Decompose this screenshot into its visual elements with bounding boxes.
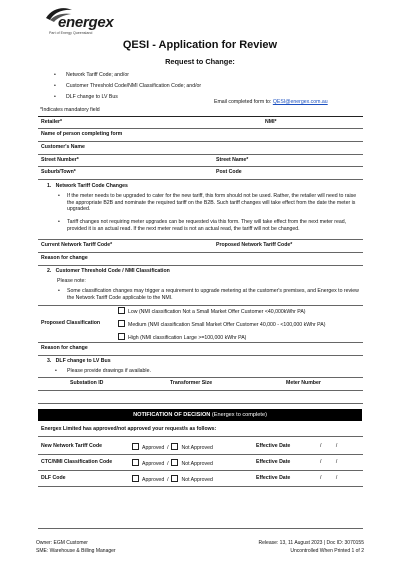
brand-name: energex [58, 14, 114, 31]
suburb-label: Suburb/Town* [41, 169, 76, 175]
footer-release: Release: 13, 11 August 2023 | Doc ID: 3070155 [258, 540, 364, 546]
footer-sme: SME: Warehouse & Billing Manager [36, 548, 116, 554]
section1-heading: 1. Network Tariff Code Changes [47, 183, 128, 189]
tariff-not-approved-checkbox[interactable] [171, 443, 178, 450]
street-name-label: Street Name* [216, 157, 249, 163]
medium-option-label: Medium (NMI classification Small Market Offer Customer 40,000 - <100,000 kWhr PA) [128, 322, 326, 328]
ctc-not-approved-checkbox[interactable] [171, 459, 178, 466]
dlf-approved-checkbox[interactable] [132, 475, 139, 482]
ctc-approved-checkbox[interactable] [132, 459, 139, 466]
col-meter-number: Meter Number [286, 380, 321, 386]
nmi-label: NMI* [265, 119, 277, 125]
classification-option-low[interactable] [118, 307, 306, 315]
page-subtitle: Request to Change: [165, 57, 235, 66]
footer-printed: Uncontrolled When Printed 1 of 2 [290, 548, 364, 554]
decision-banner-note: (Energex to complete) [210, 412, 267, 418]
intro-item-threshold: • Customer Threshold Code/NMI Classification Code; and/or [66, 83, 201, 89]
dlf-effective-label: Effective Date [256, 475, 291, 481]
proposed-tariff-label: Proposed Network Tariff Code* [216, 242, 293, 248]
footer-owner: Owner: EGM Customer [36, 540, 88, 546]
current-tariff-label: Current Network Tariff Code* [41, 242, 113, 248]
decision-banner-title: NOTIFICATION OF DECISION [133, 412, 211, 418]
ctc-effective-label: Effective Date [256, 459, 291, 465]
classification-option-high[interactable] [118, 333, 246, 341]
customer-name-label: Customer's Name [41, 144, 85, 150]
decision-row-label-tariff: New Network Tariff Code [41, 443, 103, 449]
brand-tagline: Part of Energy Queensland [49, 31, 93, 35]
section1-para1: • If the meter needs to be upgraded to cater for the new tariff, this form should not be used. Rather, the retailer will need to raise the appropriate B2B and nominate the required tariff on the B2B. Such tariff changes will take effect from the date the meter is upgraded. [67, 193, 359, 213]
low-checkbox[interactable] [118, 307, 125, 314]
low-option-label: Low (NMI classification Not a Small Market Offer Customer <40,000kWhr PA) [128, 309, 306, 315]
decision-row-label-ctc: CTC/NMI Classification Code [41, 459, 113, 465]
intro-item-dlf: • DLF change to LV Bus [66, 94, 118, 100]
section1-para2: • Tariff changes not requiring meter upgrades can be requested via this form. They will take effect from the next meter read, provided it is an actual read. If the next meter read is not an actual read, the tariff will not be changed. [67, 219, 359, 232]
decision-dlf-choice: Approved / Not Approved [132, 475, 213, 483]
section3-bullet: • Please provide drawings if available. [67, 368, 151, 374]
email-label: Email completed form to: [214, 99, 272, 105]
decision-statement: Energex Limited has approved/not approved your request/s as follows: [41, 426, 217, 432]
tariff-approved-checkbox[interactable] [132, 443, 139, 450]
dlf-effective-date[interactable]: / / [320, 475, 338, 481]
decision-banner [38, 409, 362, 421]
tariff-effective-date[interactable]: / / [320, 443, 338, 449]
page-title: QESI - Application for Review [122, 39, 278, 51]
section2-heading: 2. Customer Threshold Code / NMI Classification [47, 268, 170, 274]
col-substation-id: Substation ID [70, 380, 104, 386]
col-transformer-size: Transformer Size [170, 380, 213, 386]
dlf-not-approved-checkbox[interactable] [171, 475, 178, 482]
high-option-label: High (NMI classification Large >=100,000 kWhr PA) [128, 335, 247, 341]
tariff-effective-label: Effective Date [256, 443, 291, 449]
street-number-label: Street Number* [41, 157, 79, 163]
energex-logo [44, 6, 114, 35]
section2-note: Please note: [57, 278, 86, 284]
intro-item-tariff: • Network Tariff Code; and/or [66, 72, 129, 78]
section1-reason-label: Reason for change [41, 255, 88, 261]
decision-tariff-choice: Approved / Not Approved [132, 443, 213, 451]
email-instruction [214, 99, 328, 105]
high-checkbox[interactable] [118, 333, 125, 340]
section2-reason-label: Reason for change [41, 345, 88, 351]
medium-checkbox[interactable] [118, 320, 125, 327]
decision-ctc-choice: Approved / Not Approved [132, 459, 213, 467]
classification-option-medium[interactable] [118, 320, 325, 328]
proposed-classification-label: Proposed Classification [41, 320, 101, 326]
mandatory-note: *Indicates mandatory field [40, 107, 100, 113]
retailer-label: Retailer* [41, 119, 63, 125]
section3-heading: 3. DLF change to LV Bus [47, 358, 111, 364]
ctc-effective-date[interactable]: / / [320, 459, 338, 465]
section2-bullet: • Some classification changes may trigger a requirement to upgrade metering at the customer's premises, and Energex to review the Network Tariff Code applicable to the NMI. [67, 288, 359, 301]
post-code-label: Post Code [216, 169, 242, 175]
decision-row-label-dlf: DLF Code [41, 475, 66, 481]
person-name-label: Name of person completing form [41, 131, 123, 137]
email-link[interactable]: QESI@energex.com.au [272, 99, 328, 105]
